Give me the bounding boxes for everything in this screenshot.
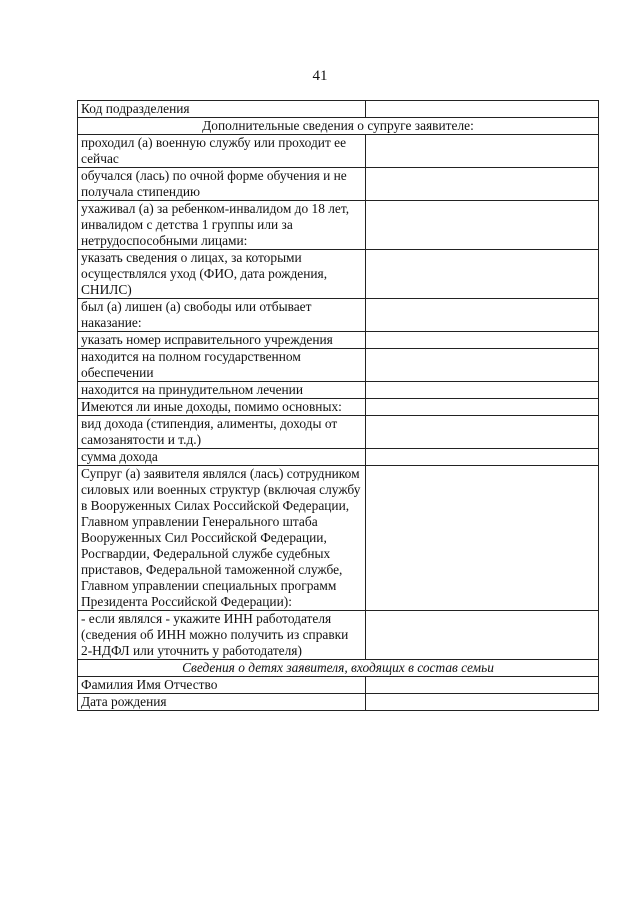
table-row (78, 250, 599, 299)
table-row (78, 677, 599, 694)
row-value (366, 101, 599, 118)
section-header-row (78, 118, 599, 135)
row-value (366, 250, 599, 299)
section-header-children: Сведения о детях заявителя, входящих в состав семьи (78, 660, 599, 677)
row-value (366, 299, 599, 332)
table-row (78, 332, 599, 349)
row-label: указать номер исправительного учреждения (78, 332, 366, 349)
table-row (78, 349, 599, 382)
row-value (366, 332, 599, 349)
row-label: Код подразделения (78, 101, 366, 118)
row-value (366, 168, 599, 201)
row-value (366, 611, 599, 660)
row-value (366, 677, 599, 694)
row-label: Супруг (а) заявителя являлся (лась) сотрудником силовых или военных структур (включая службу в Вооруженных Силах Российской Федерации, Главном управлении Генерального штаба Вооруженных Сил Российской Федерации, Росгвардии, Федеральной службе судебных приставов, Федеральной таможенной службе, Главном управлении специальных программ Президента Российской Федерации): (78, 466, 366, 611)
row-label: Имеются ли иные доходы, помимо основных: (78, 399, 366, 416)
row-value (366, 201, 599, 250)
row-label: указать сведения о лицах, за которыми осуществлялся уход (ФИО, дата рождения, СНИЛС) (78, 250, 366, 299)
row-label: Фамилия Имя Отчество (78, 677, 366, 694)
table-row (78, 449, 599, 466)
table-row (78, 416, 599, 449)
section-header-spouse: Дополнительные сведения о супруге заявителе: (78, 118, 599, 135)
row-value (366, 694, 599, 711)
row-value (366, 416, 599, 449)
row-label: ухаживал (а) за ребенком-инвалидом до 18 лет, инвалидом с детства 1 группы или за нетрудоспособными лицами: (78, 201, 366, 250)
row-label: был (а) лишен (а) свободы или отбывает наказание: (78, 299, 366, 332)
table-row (78, 168, 599, 201)
row-value (366, 135, 599, 168)
row-label: сумма дохода (78, 449, 366, 466)
table-row (78, 299, 599, 332)
row-label: проходил (а) военную службу или проходит ее сейчас (78, 135, 366, 168)
row-value (366, 382, 599, 399)
table-row (78, 382, 599, 399)
row-label: находится на полном государственном обеспечении (78, 349, 366, 382)
row-value (366, 449, 599, 466)
row-value (366, 349, 599, 382)
table-row (78, 101, 599, 118)
spouse-info-table (77, 100, 599, 711)
row-label: вид дохода (стипендия, алименты, доходы от самозанятости и т.д.) (78, 416, 366, 449)
page-number: 41 (312, 68, 328, 84)
row-label: Дата рождения (78, 694, 366, 711)
section-header-row (78, 660, 599, 677)
table-row (78, 135, 599, 168)
row-value (366, 466, 599, 611)
row-label: находится на принудительном лечении (78, 382, 366, 399)
table-row (78, 399, 599, 416)
table-row (78, 466, 599, 611)
row-label: обучался (лась) по очной форме обучения и не получала стипендию (78, 168, 366, 201)
table-row (78, 611, 599, 660)
table-row (78, 694, 599, 711)
table-row (78, 201, 599, 250)
row-label: - если являлся - укажите ИНН работодателя (сведения об ИНН можно получить из справки 2-НДФЛ или уточнить у работодателя) (78, 611, 366, 660)
row-value (366, 399, 599, 416)
